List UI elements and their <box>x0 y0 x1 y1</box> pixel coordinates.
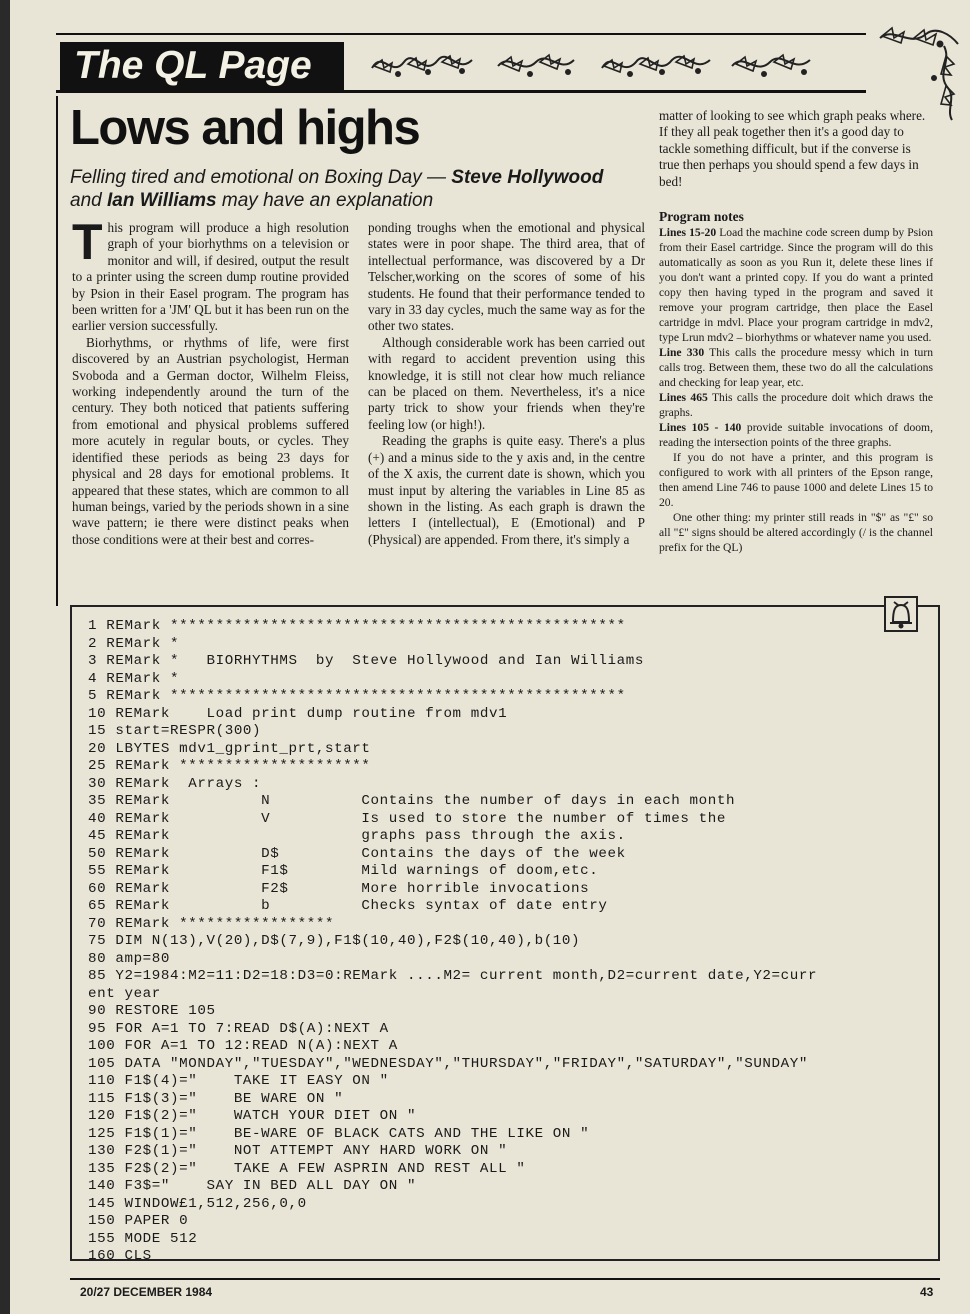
listing-line: 110 F1$(4)=" TAKE IT EASY ON " <box>88 1073 389 1089</box>
listing-line: 5 REMark ************************************************** <box>88 688 626 704</box>
listing-line: 3 REMark * BIORHYTHMS by Steve Hollywood and Ian Williams <box>88 653 644 669</box>
holly-decoration-icon <box>494 44 578 84</box>
listing-line: 155 MODE 512 <box>88 1230 198 1247</box>
note-item: One other thing: my printer still reads in "$" as "£" so all "£" signs should be altered accordingly (/ is the channel prefix for the QL) <box>659 511 933 554</box>
listing-line: 160 CLS <box>88 1248 152 1264</box>
listing-line: 50 REMark D$ Contains the days of the week <box>88 845 626 862</box>
note-label: Lines 465 <box>659 391 708 404</box>
body-column-2 <box>368 220 645 548</box>
body-text: his program will produce a high resolution graph of your biorhythms on a television or monitor and will, if desired, output the result to a printer using the screen dump routine provided by Psion in their Easel program. The program has been written for a 'JM' QL but it has been run on the earlier version successfully. <box>72 220 349 334</box>
body-paragraph: Although considerable work has been carried out with regard to accident prevention using this knowledge, it is still not clear how much reliance can be placed on them. Nevertheless, it's a nice party trick to show your friends when they're feeling low (or high!). <box>368 334 645 432</box>
listing-line: 145 WINDOW£1,512,256,0,0 <box>88 1195 307 1212</box>
left-column-rule <box>56 96 58 606</box>
listing-line: 140 F3$=" SAY IN BED ALL DAY ON " <box>88 1178 417 1194</box>
page-spine-shadow <box>0 0 10 1314</box>
listing-line: 35 REMark N Contains the number of days in each month <box>88 793 736 809</box>
listing-line: 45 REMark graphs pass through the axis. <box>88 828 626 844</box>
program-notes <box>659 209 933 555</box>
note-text: This calls the procedure doit which draws the graphs. <box>659 391 933 419</box>
author-name: Steve Hollywood <box>451 167 604 188</box>
listing-line: 80 amp=80 <box>88 950 171 967</box>
note-item <box>659 420 933 450</box>
note-item: If you do not have a printer, and this program is configured to work with all printers of the Epson range, then amend Line 746 to pause 1000 and delete Lines 15 to 20. <box>659 451 933 509</box>
listing-line: 15 start=RESPR(300) <box>88 723 262 739</box>
standfirst <box>70 166 630 212</box>
body-column-1 <box>72 214 349 548</box>
listing-line: 125 F1$(1)=" BE-WARE OF BLACK CATS AND THE LIKE ON " <box>88 1125 590 1142</box>
listing-line: 55 REMark F1$ Mild warnings of doom,etc. <box>88 863 599 879</box>
drop-cap: T <box>72 214 103 270</box>
listing-line: 2 REMark * <box>88 635 180 652</box>
note-item <box>659 390 933 420</box>
top-rule <box>56 33 866 35</box>
note-text: Load the machine code screen dump by Psion from their Easel cartridge. Since the program will do this automatically as soon as you Run it, delete these lines if you don't want a printed copy. If you do want a printed copy then having typed in the program and saved it remove your program cartridge, then place the Easel cartridge in mdvl. Place your program cartridge in mdv2, type Lrun mdv2 – biorhythms or whatever name you used. <box>659 226 933 344</box>
footer-rule <box>70 1278 940 1280</box>
note-label: Line 330 <box>659 346 705 359</box>
listing-line: 20 LBYTES mdv1_gprint_prt,start <box>88 740 371 757</box>
listing-line: 60 REMark F2$ More horrible invocations <box>88 880 590 897</box>
body-paragraph: matter of looking to see which graph peaks where. If they all peak together then it's a good day to tackle something difficult, but if the converse is true then perhaps you should spend a few days in bed! <box>659 108 926 189</box>
issue-date: 20/27 DECEMBER 1984 <box>80 1285 213 1299</box>
article-headline: Lows and highs <box>70 101 420 155</box>
listing-line: 65 REMark b Checks syntax of date entry <box>88 898 608 914</box>
note-item <box>659 225 933 345</box>
standfirst-lead: Felling tired and emotional on Boxing Day — <box>70 167 446 188</box>
listing-line: 130 F2$(1)=" NOT ATTEMPT ANY HARD WORK ON " <box>88 1143 508 1159</box>
program-notes-heading: Program notes <box>659 209 744 224</box>
listing-line: 100 FOR A=1 TO 12:READ N(A):NEXT A <box>88 1038 398 1054</box>
holly-decoration-icon <box>368 44 480 84</box>
listing-line: 10 REMark Load print dump routine from mdv1 <box>88 705 508 722</box>
program-listing <box>88 618 938 1266</box>
body-paragraph <box>72 214 349 335</box>
body-paragraph: Reading the graphs is quite easy. There's a plus (+) and a minus side to the y axis and, in the centre of the X axis, the current date is shown, which you must input by altering the variables in Line 85 as shown in the listing. As each graph is drawn the letters I (intellectual), E (Emotional) and P (Physical) are appended. From there, it's simply a <box>368 433 645 547</box>
note-label: Lines 105 - 140 <box>659 421 742 434</box>
listing-line: 40 REMark V Is used to store the number of times the <box>88 810 726 827</box>
body-paragraph: ponding troughs when the emotional and physical states were in poor shape. The third area, that of intellectual performance, was discovered by a Dr Telscher,working on the scores of some of his students. He found that their performance tended to vary in 33 day cycles, much the same way as for the other two states. <box>368 220 645 334</box>
listing-line: 1 REMark ************************************************** <box>88 618 626 634</box>
listing-line: 115 F1$(3)=" BE WARE ON " <box>88 1090 344 1107</box>
standfirst-conjunction: and <box>70 190 102 211</box>
listing-line: 120 F1$(2)=" WATCH YOUR DIET ON " <box>88 1108 417 1124</box>
listing-line: 90 RESTORE 105 <box>88 1003 216 1019</box>
listing-line: 150 PAPER 0 <box>88 1213 189 1229</box>
masthead-underline <box>56 90 866 93</box>
holly-decoration-icon <box>598 44 716 84</box>
page-number: 43 <box>920 1285 934 1299</box>
listing-line: 105 DATA "MONDAY","TUESDAY","WEDNESDAY","THURSDAY","FRIDAY","SATURDAY","SUNDAY" <box>88 1055 808 1072</box>
holly-decoration-icon <box>728 44 814 84</box>
listing-line: 30 REMark Arrays : <box>88 775 262 792</box>
note-label: Lines 15-20 <box>659 226 717 239</box>
listing-line: 75 DIM N(13),V(20),D$(7,9),F1$(10,40),F2$(10,40),b(10) <box>88 933 581 949</box>
masthead-title: The QL Page <box>60 42 344 90</box>
note-text: This calls the procedure messy which in turn calls trog. Between them, these two do all the calculations and checking for leap year, etc. <box>659 346 933 389</box>
listing-line: ent year <box>88 985 161 1002</box>
note-item <box>659 345 933 390</box>
listing-line: 70 REMark ***************** <box>88 915 335 932</box>
body-column-3 <box>659 108 933 190</box>
listing-line: 95 FOR A=1 TO 7:READ D$(A):NEXT A <box>88 1020 389 1037</box>
listing-line: 135 F2$(2)=" TAKE A FEW ASPRIN AND REST ALL " <box>88 1160 526 1177</box>
listing-line: 85 Y2=1984:M2=11:D2=18:D3=0:REMark ....M2= current month,D2=current date,Y2=curr <box>88 968 818 984</box>
note-text: provide suitable invocations of doom, reading the intersection points of the three graphs. <box>659 421 933 449</box>
listing-line: 4 REMark * <box>88 670 180 687</box>
standfirst-tail: may have an explanation <box>221 190 434 211</box>
listing-line: 25 REMark ********************* <box>88 758 371 774</box>
body-paragraph: Biorhythms, or rhythms of life, were first discovered by an Austrian psychologist, Herman Svoboda and a German doctor, Wilhelm Fleiss, working independently around the turn of the century. They both noticed that patients suffering from emotional and physical problems suffered more acutely in regular bouts, or cycles. They identified these periods as being 23 days for physical and 28 days for emotional problems. It appeared that these states, which are common to all human beings, varied by the periods shown in a sine wave pattern; ie there were distinct peaks when those conditions were at their best and corres- <box>72 334 349 547</box>
author-name: Ian Williams <box>106 190 217 211</box>
